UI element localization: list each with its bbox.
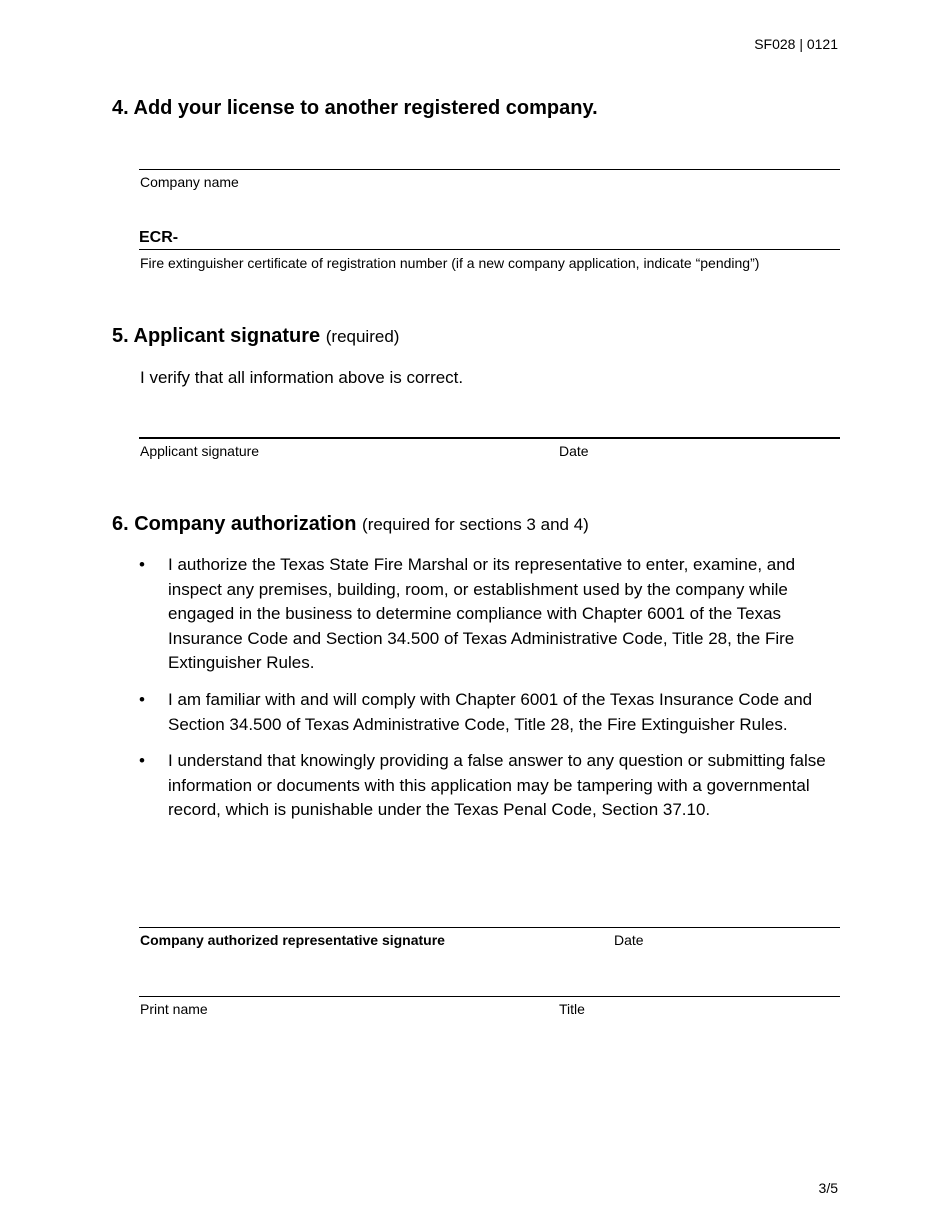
list-item bbox=[139, 688, 844, 737]
applicant-signature-label: Applicant signature bbox=[140, 443, 260, 459]
bullet-icon: • bbox=[139, 751, 145, 771]
ecr-prefix: ECR- bbox=[139, 229, 179, 246]
bullet-icon: • bbox=[139, 689, 145, 709]
page-number: 3/5 bbox=[818, 1180, 838, 1196]
company-name-label: Company name bbox=[140, 174, 239, 190]
section-6-note: (required for sections 3 and 4) bbox=[362, 515, 589, 534]
authorization-list bbox=[139, 553, 844, 835]
list-item-text: I am familiar with and will comply with Chapter 6001 of the Texas Insurance Code and Section 34.500 of Texas Administrative Code, Title 28, the Fire Extinguisher Rules. bbox=[168, 689, 813, 734]
section-6-title bbox=[112, 513, 589, 536]
rep-signature-field[interactable] bbox=[139, 927, 840, 928]
section-5-title-text: 5. Applicant signature bbox=[112, 325, 321, 347]
applicant-signature-field[interactable] bbox=[139, 437, 840, 439]
section-5-title bbox=[112, 325, 399, 348]
company-name-field[interactable] bbox=[139, 169, 840, 170]
title-label: Title bbox=[559, 1001, 585, 1017]
verify-statement: I verify that all information above is correct. bbox=[140, 368, 464, 387]
print-name-label: Print name bbox=[140, 1001, 208, 1017]
ecr-number-field[interactable] bbox=[139, 249, 840, 250]
list-item bbox=[139, 749, 844, 823]
print-name-field[interactable] bbox=[139, 996, 840, 997]
applicant-date-label: Date bbox=[559, 443, 589, 459]
ecr-number-label: Fire extinguisher certificate of registration number (if a new company application, indicate “pending”) bbox=[140, 255, 760, 271]
list-item bbox=[139, 553, 844, 676]
section-4-title: 4. Add your license to another registered company. bbox=[112, 97, 598, 119]
list-item-text: I understand that knowingly providing a false answer to any question or submitting false information or documents with this application may be tampering with a governmental record, which is punishable under the Texas Penal Code, Section 37.10. bbox=[168, 751, 826, 820]
section-5-note: (required) bbox=[325, 327, 400, 346]
form-code: SF028 | 0121 bbox=[754, 36, 838, 52]
bullet-icon: • bbox=[139, 555, 145, 574]
rep-signature-label: Company authorized representative signature bbox=[140, 932, 445, 948]
rep-date-label: Date bbox=[614, 932, 644, 948]
section-6-title-text: 6. Company authorization bbox=[112, 513, 357, 535]
list-item-text: I authorize the Texas State Fire Marshal or its representative to enter, examine, and inspect any premises, building, room, or establishment used by the company while engaged in the business to determine compliance with Chapter 6001 of the Texas Insurance Code and Section 34.500 of Texas Administrative Code, Title 28, the Fire Extinguisher Rules. bbox=[168, 555, 796, 673]
